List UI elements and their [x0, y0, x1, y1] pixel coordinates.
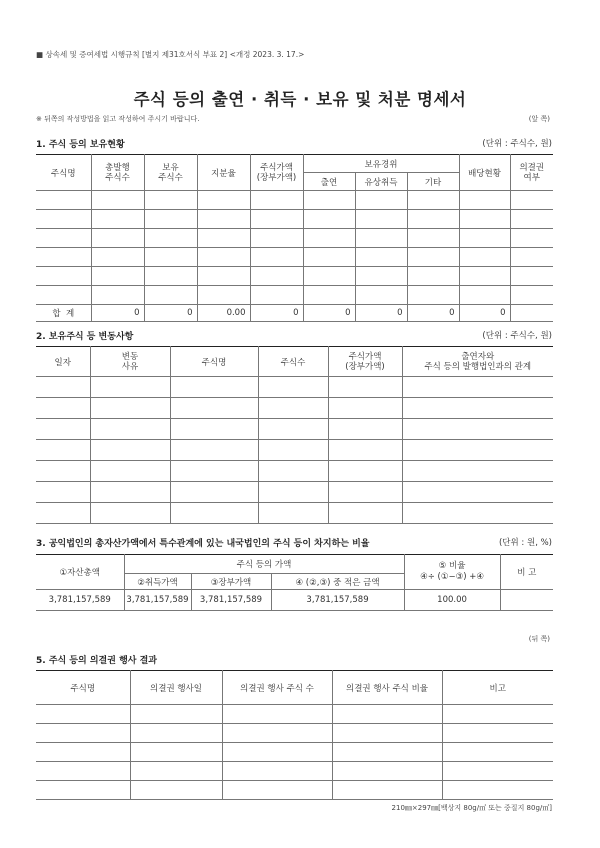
col-acquisition-price: ②취득가액	[124, 574, 191, 590]
front-side-label: (앞 쪽)	[528, 115, 550, 123]
table-row	[36, 440, 553, 461]
col-ratio: 지분율	[197, 155, 250, 191]
back-side-label: (뒤 쪽)	[528, 635, 550, 643]
page-title: 주식 등의 출연 · 취득 · 보유 및 처분 명세서	[133, 90, 467, 109]
ratio-formula-label: ④÷ (①−③) +④	[420, 572, 484, 582]
holdings-table	[36, 154, 553, 322]
col-total-assets: ①자산총액	[36, 555, 124, 590]
table-row	[36, 482, 553, 503]
col-stock-name: 주식명	[36, 155, 91, 191]
voting-table	[36, 670, 553, 800]
table-row	[36, 419, 553, 440]
remark-value	[500, 590, 553, 611]
col-book-value: ③장부가액	[191, 574, 271, 590]
table-row	[36, 210, 553, 229]
total-ratio: 0.00	[197, 305, 250, 322]
col-issued-shares: 총발행 주식수	[91, 155, 144, 191]
ratio-top-label: ⑤ 비율	[438, 561, 466, 571]
table-row	[36, 705, 553, 724]
col-stock-name: 주식명	[36, 671, 130, 705]
form-header-line: ■ 상속세 및 증여세법 시행규칙 [별지 제31호서식 부표 2] <개정 2023. 3. 17.>	[36, 50, 305, 59]
book-value: 3,781,157,589	[191, 590, 271, 611]
total-dividend: 0	[459, 305, 510, 322]
table-row	[36, 248, 553, 267]
col-other: 기타	[407, 173, 459, 191]
col-share-count: 주식수	[258, 347, 328, 377]
total-purchase: 0	[355, 305, 407, 322]
total-contribution: 0	[303, 305, 355, 322]
col-contribution: 출연	[303, 173, 355, 191]
total-issued: 0	[91, 305, 144, 322]
table-row	[36, 743, 553, 762]
col-stock-value-group: 주식 등의 가액	[124, 555, 404, 574]
col-acquisition-path: 보유경위	[303, 155, 459, 173]
col-change-reason: 변동 사유	[90, 347, 170, 377]
col-ratio	[404, 555, 500, 590]
section1-title: 1. 주식 등의 보유현황	[36, 140, 125, 150]
table-row	[36, 724, 553, 743]
section2-title: 2. 보유주식 등 변동사항	[36, 332, 134, 342]
col-par-value: 주식가액 (장부가액)	[250, 155, 303, 191]
section5-title: 5. 주식 등의 의결권 행사 결과	[36, 656, 157, 666]
table-row	[36, 286, 553, 305]
paper-spec-footer: 210㎜×297㎜[백상지 80g/㎡ 또는 중질지 80g/㎡]	[391, 804, 552, 812]
section3-unit: (단위 : 원, %)	[498, 538, 552, 548]
lesser-amount-value: 3,781,157,589	[271, 590, 404, 611]
total-assets-value: 3,781,157,589	[36, 590, 124, 611]
col-voting-shares: 의결권 행사 주식 수	[222, 671, 332, 705]
col-remark: 비 고	[500, 555, 553, 590]
section3-title: 3. 공익법인의 총자산가액에서 특수관계에 있는 내국법인의 주식 등이 차지하는 비율	[36, 539, 370, 549]
total-held: 0	[144, 305, 197, 322]
ratio-value: 100.00	[404, 590, 500, 611]
section2-unit: (단위 : 주식수, 원)	[482, 331, 552, 341]
col-relationship: 출연자와 주식 등의 발행법인과의 관계	[402, 347, 553, 377]
col-voting-date: 의결권 행사일	[130, 671, 222, 705]
changes-table	[36, 346, 553, 524]
total-row	[36, 305, 553, 322]
table-row	[36, 267, 553, 286]
table-row	[36, 503, 553, 524]
col-voting-ratio: 의결권 행사 주식 비율	[332, 671, 442, 705]
col-par-value: 주식가액 (장부가액)	[328, 347, 402, 377]
ratio-row	[36, 590, 553, 611]
col-voting: 의결권 여부	[510, 155, 553, 191]
table-row	[36, 191, 553, 210]
total-par: 0	[250, 305, 303, 322]
table-row	[36, 461, 553, 482]
col-held-shares: 보유 주식수	[144, 155, 197, 191]
col-lesser-amount: ④ (②,③) 중 적은 금액	[271, 574, 404, 590]
col-purchase: 유상취득	[355, 173, 407, 191]
col-remark: 비고	[442, 671, 553, 705]
section1-unit: (단위 : 주식수, 원)	[482, 139, 552, 149]
total-other: 0	[407, 305, 459, 322]
instruction-note: ※ 뒤쪽의 작성방법을 읽고 작성하여 주시기 바랍니다.	[36, 115, 200, 123]
col-dividend: 배당현황	[459, 155, 510, 191]
table-row	[36, 229, 553, 248]
total-label: 합 계	[36, 305, 91, 322]
col-date: 일자	[36, 347, 90, 377]
table-row	[36, 377, 553, 398]
ratio-table	[36, 554, 553, 611]
acquisition-price-value: 3,781,157,589	[124, 590, 191, 611]
col-stock-name: 주식명	[170, 347, 258, 377]
table-row	[36, 781, 553, 800]
table-row	[36, 762, 553, 781]
table-row	[36, 398, 553, 419]
